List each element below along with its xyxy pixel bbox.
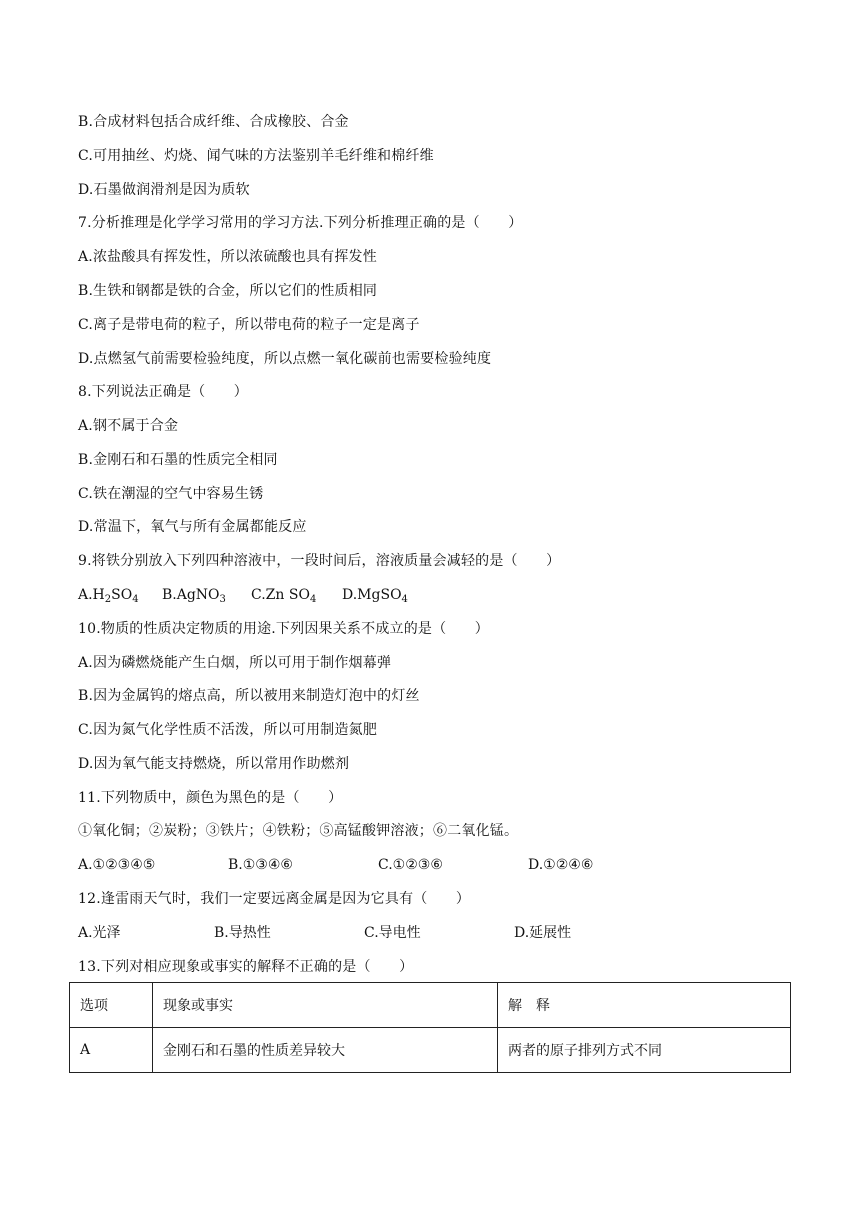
question-9: 9.将铁分别放入下列四种溶液中，一段时间后，溶液质量会减轻的是（ ） <box>78 553 561 569</box>
q7-option-c: C.离子是带电荷的粒子，所以带电荷的粒子一定是离子 <box>78 317 420 333</box>
table-header-explanation: 解 释 <box>498 983 791 1028</box>
q6-option-b: B.合成材料包括合成纤维、合成橡胶、合金 <box>78 114 349 130</box>
q8-option-b: B.金刚石和石墨的性质完全相同 <box>78 452 278 468</box>
q11-option-b: B.①③④⑥ <box>228 857 293 873</box>
q7-option-a: A.浓盐酸具有挥发性，所以浓硫酸也具有挥发性 <box>78 249 377 265</box>
table-row <box>70 1028 791 1073</box>
q11-option-d: D.①②④⑥ <box>528 857 594 873</box>
q11-substance-list: ①氧化铜；②炭粉；③铁片；④铁粉；⑤高锰酸钾溶液；⑥二氧化锰。 <box>78 823 519 839</box>
question-7: 7.分析推理是化学学习常用的学习方法.下列分析推理正确的是（ ） <box>78 215 523 231</box>
q8-option-d: D.常温下，氧气与所有金属都能反应 <box>78 519 307 535</box>
question-8: 8.下列说法正确是（ ） <box>78 384 248 400</box>
q6-option-d: D.石墨做润滑剂是因为质软 <box>78 182 250 198</box>
question-11: 11.下列物质中，颜色为黑色的是（ ） <box>78 790 343 806</box>
q10-option-a: A.因为磷燃烧能产生白烟，所以可用于制作烟幕弹 <box>78 655 392 671</box>
q9-option-a: $A.H_2SO_4$ <box>78 587 139 605</box>
q9-option-c: C.Zn $SO_4$ <box>251 587 317 605</box>
q13-table <box>69 982 791 1073</box>
q8-option-c: C.铁在潮湿的空气中容易生锈 <box>78 486 264 502</box>
q9-option-b: B.AgNO$_3$ <box>162 587 226 605</box>
table-cell-explanation: 两者的原子排列方式不同 <box>498 1028 791 1073</box>
q12-option-b: B.导热性 <box>214 925 271 941</box>
q11-option-c: C.①②③⑥ <box>378 857 443 873</box>
table-header-fact: 现象或事实 <box>153 983 498 1028</box>
q12-option-d: D.延展性 <box>514 925 572 941</box>
q6-option-c: C.可用抽丝、灼烧、闻气味的方法鉴别羊毛纤维和棉纤维 <box>78 148 434 164</box>
table-cell-option: A <box>70 1028 153 1073</box>
table-header-row <box>70 983 791 1028</box>
q11-option-a: A.①②③④⑤ <box>78 857 156 873</box>
table-header-option: 选项 <box>70 983 153 1028</box>
question-12: 12.逢雷雨天气时，我们一定要远离金属是因为它具有（ ） <box>78 891 471 907</box>
q10-option-c: C.因为氮气化学性质不活泼，所以可用制造氮肥 <box>78 722 378 738</box>
question-10: 10.物质的性质决定物质的用途.下列因果关系不成立的是（ ） <box>78 621 489 637</box>
q7-option-d: D.点燃氢气前需要检验纯度，所以点燃一氧化碳前也需要检验纯度 <box>78 351 492 367</box>
q10-option-b: B.因为金属钨的熔点高，所以被用来制造灯泡中的灯丝 <box>78 688 420 704</box>
q12-option-a: A.光泽 <box>78 925 121 941</box>
q12-option-c: C.导电性 <box>364 925 421 941</box>
q7-option-b: B.生铁和钢都是铁的合金，所以它们的性质相同 <box>78 283 378 299</box>
table-cell-fact: 金刚石和石墨的性质差异较大 <box>153 1028 498 1073</box>
q10-option-d: D.因为氧气能支持燃烧，所以常用作助燃剂 <box>78 756 350 772</box>
q9-option-d: D.MgSO$_4$ <box>342 587 408 605</box>
q8-option-a: A.钢不属于合金 <box>78 418 179 434</box>
question-13: 13.下列对相应现象或事实的解释不正确的是（ ） <box>78 959 414 975</box>
